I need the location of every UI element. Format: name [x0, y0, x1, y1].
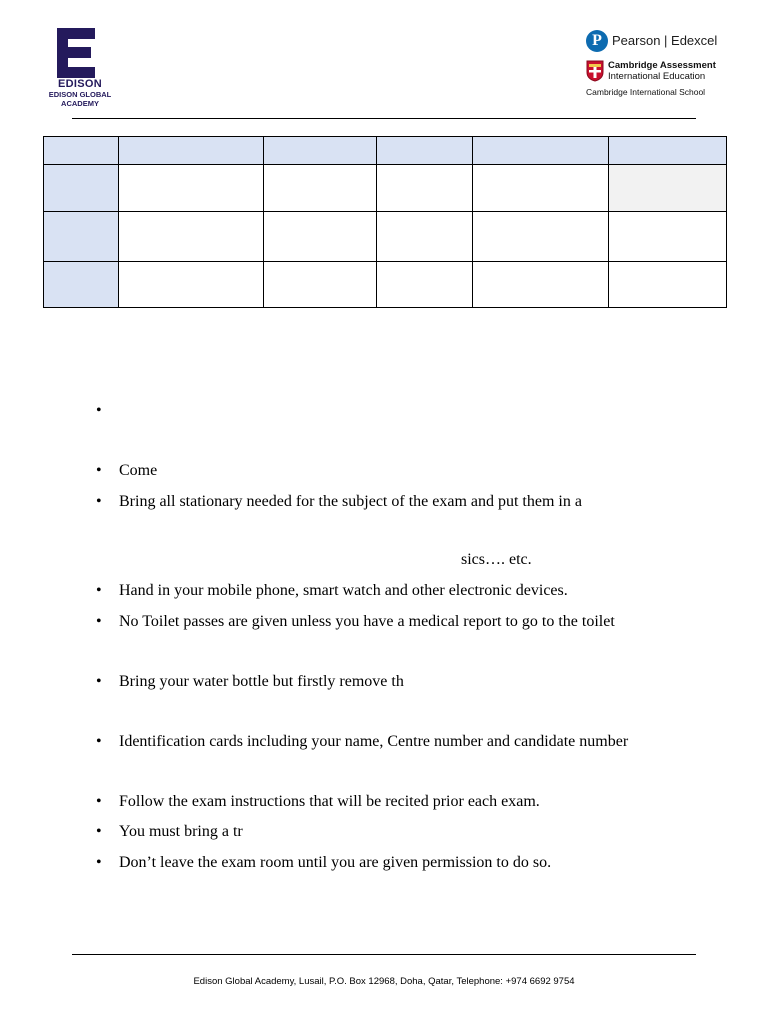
bullet-icon: •	[96, 673, 102, 690]
bullet-icon: •	[96, 793, 102, 810]
bullet-icon: •	[96, 462, 102, 479]
cambridge-school-label: Cambridge International School	[586, 87, 706, 97]
edison-logo-name: EDISON	[58, 78, 102, 90]
bullet-icon: •	[96, 733, 102, 750]
cambridge-line2: International Education	[608, 71, 706, 82]
exam-rules-list: • • Come • Bring all stationary needed for the subject of the exam and put them in a sics…. etc. • Hand in your mobile phone, smart watch and other electronic devices. • No Toilet passes are given unless you have a medical report to go to the toilet • Bring your water bottle but firstly remove th • Identification cards including your name, Centre number and candidate number • Follow the exam instructions that will be recited prior each exam. • You must bring a tr • Don’t leave the exam room until you are given permission to do so.	[96, 402, 629, 871]
bullet-icon: •	[96, 854, 102, 871]
footer-divider	[72, 954, 696, 955]
pearson-p-icon: P	[586, 30, 608, 52]
bullet-icon: •	[96, 402, 102, 419]
bullet-icon: •	[96, 613, 102, 630]
edison-logo-sub: EDISON GLOBAL ACADEMY	[48, 90, 112, 108]
footer-address: Edison Global Academy, Lusail, P.O. Box 12968, Doha, Qatar, Telephone: +974 6692 9754	[193, 976, 575, 987]
bullet-icon: •	[96, 493, 102, 510]
cambridge-line1: Cambridge Assessment	[608, 60, 716, 71]
bullet-icon: •	[96, 582, 102, 599]
list-item-continuation: sics…. etc.	[461, 551, 532, 568]
bullet-icon: •	[96, 823, 102, 840]
pearson-text: Pearson | Edexcel	[612, 33, 718, 48]
